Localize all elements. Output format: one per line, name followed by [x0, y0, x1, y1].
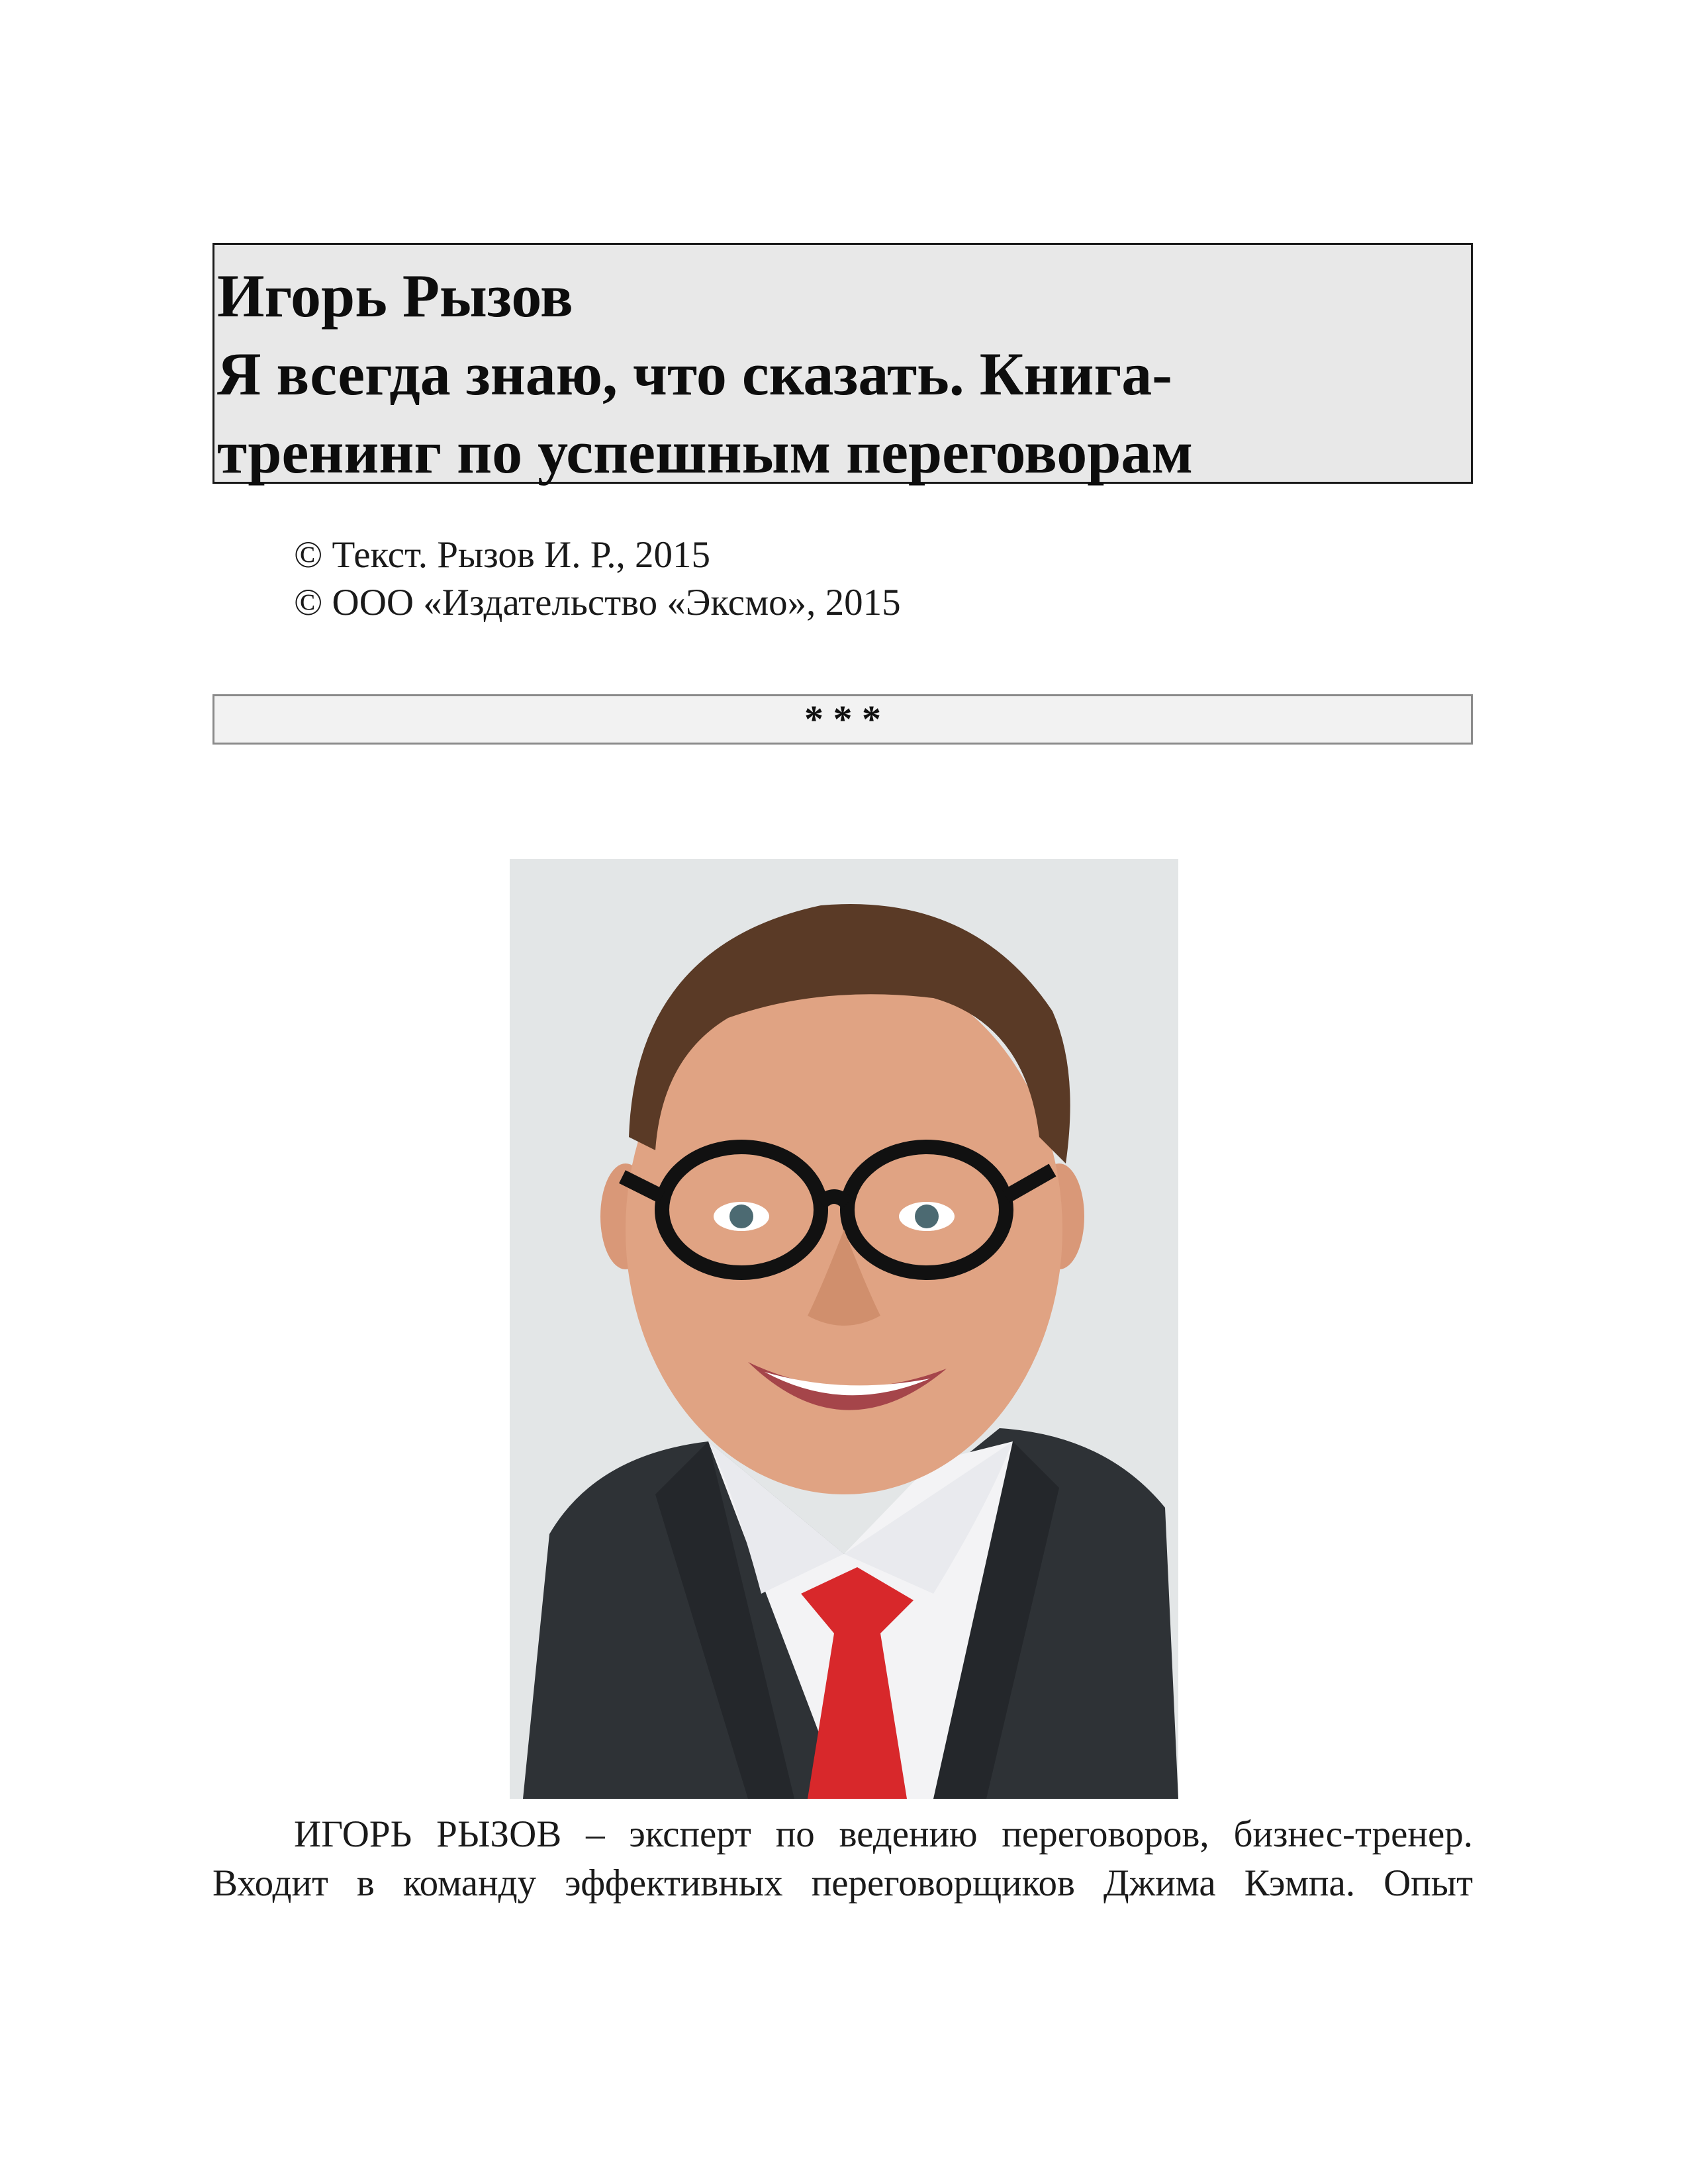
- book-title-line-2: тренинг по успешным переговорам: [217, 418, 1194, 486]
- bio-line-2: Входит в команду эффективных переговорщиков Джима Кэмпа. Опыт: [212, 1862, 1473, 1904]
- copyright-publisher: © ООО «Издательство «Эксмо», 2015: [294, 582, 901, 623]
- author-name: Игорь Рызов: [217, 262, 573, 330]
- author-bio: [212, 1810, 1473, 1908]
- author-photo: [510, 859, 1178, 1799]
- author-portrait-illustration: [510, 859, 1178, 1799]
- copyright-text: © Текст. Рызов И. Р., 2015: [294, 534, 711, 576]
- separator-asterisks: * * *: [804, 698, 881, 741]
- book-title-line-1: Я всегда знаю, что сказать. Книга-: [217, 340, 1172, 408]
- copyright-block: [294, 531, 901, 627]
- title-box: [212, 243, 1473, 484]
- section-separator: [212, 694, 1473, 745]
- bio-line-1: ИГОРЬ РЫЗОВ – эксперт по ведению переговоров, бизнес-тренер.: [294, 1813, 1473, 1855]
